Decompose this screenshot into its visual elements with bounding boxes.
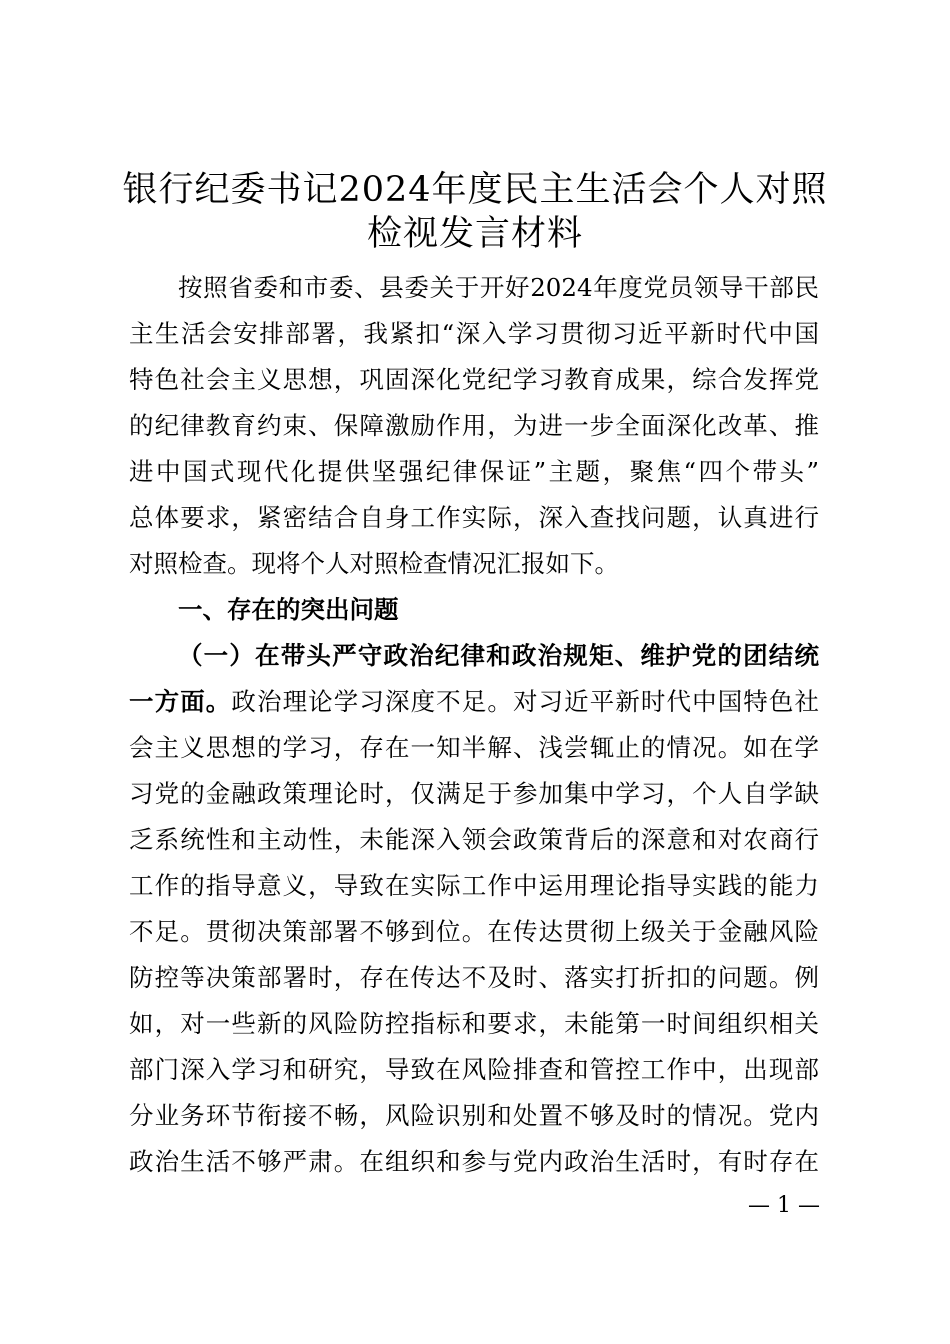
body-line: 防控等决策部署时，存在传达不及时、落实打折扣的问题。例 (129, 963, 819, 992)
intro-line: 总体要求，紧密结合自身工作实际，深入查找问题，认真进行 (129, 503, 819, 532)
subsection-line-2 (129, 687, 819, 717)
body-line: 工作的指导意义，导致在实际工作中运用理论指导实践的能力 (129, 871, 819, 900)
subsection-heading-end: 一方面。 (129, 687, 232, 716)
page-number: — 1 — (748, 1193, 820, 1218)
intro-line: 主生活会安排部署，我紧扣“深入学习贯彻习近平新时代中国 (129, 319, 819, 348)
body-line: 不足。贯彻决策部署不够到位。在传达贯彻上级关于金融风险 (129, 917, 819, 946)
intro-line: 特色社会主义思想，巩固深化党纪学习教育成果，综合发挥党 (129, 365, 819, 394)
intro-line: 进中国式现代化提供坚强纪律保证”主题，聚焦“四个带头” (129, 457, 819, 486)
document-title-line-2: 检视发言材料 (366, 214, 583, 254)
intro-line: 对照检查。现将个人对照检查情况汇报如下。 (129, 549, 619, 578)
body-line: 如，对一些新的风险防控指标和要求，未能第一时间组织相关 (129, 1009, 819, 1038)
body-line: 会主义思想的学习，存在一知半解、浅尝辄止的情况。如在学 (129, 733, 819, 762)
body-line: 习党的金融政策理论时，仅满足于参加集中学习，个人自学缺 (129, 779, 819, 808)
document-title-line-1: 银行纪委书记2024年度民主生活会个人对照 (122, 170, 828, 210)
intro-line: 的纪律教育约束、保障激励作用，为进一步全面深化改革、推 (129, 411, 819, 440)
section-heading: 一、存在的突出问题 (178, 595, 399, 624)
body-line: 乏系统性和主动性，未能深入领会政策背后的深意和对农商行 (129, 825, 819, 854)
subsection-text: 政治理论学习深度不足。对习近平新时代中国特色社 (231, 687, 820, 716)
intro-line: 按照省委和市委、县委关于开好2024年度党员领导干部民 (178, 273, 819, 302)
body-line: 部门深入学习和研究，导致在风险排查和管控工作中，出现部 (129, 1055, 819, 1084)
subsection-heading-line-1: （一）在带头严守政治纪律和政治规矩、维护党的团结统 (178, 641, 819, 670)
body-line: 分业务环节衔接不畅，风险识别和处置不够及时的情况。党内 (129, 1101, 819, 1130)
body-line: 政治生活不够严肃。在组织和参与党内政治生活时，有时存在 (129, 1147, 819, 1176)
